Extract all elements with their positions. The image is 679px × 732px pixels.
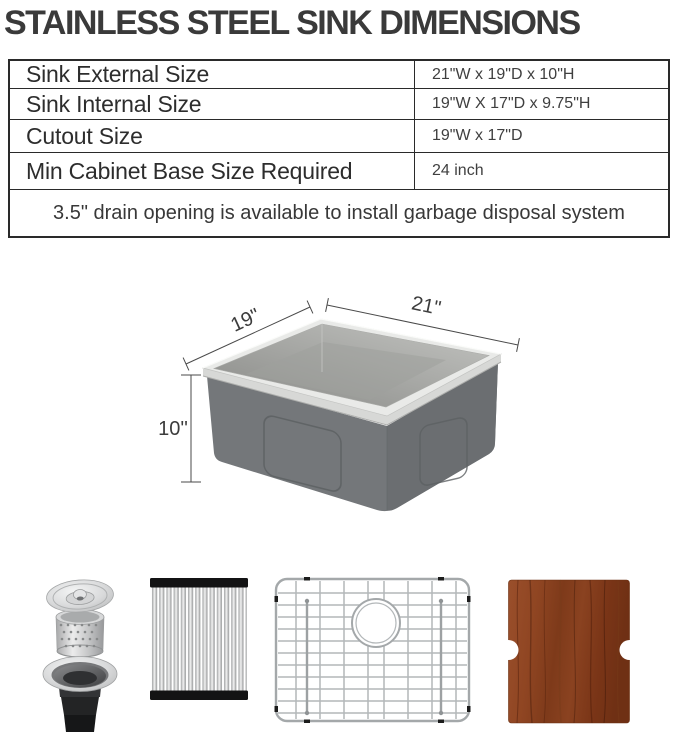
table-row — [10, 61, 668, 88]
note-row — [10, 189, 668, 236]
height-dimension-label: 10'' — [158, 418, 188, 440]
rack-bottom-cap — [150, 691, 248, 701]
board-right-notch — [620, 640, 640, 660]
roll-up-drying-rack — [150, 578, 248, 700]
drain-basket — [56, 610, 104, 658]
spec-table — [8, 59, 670, 238]
row-value: 24 inch — [414, 153, 668, 189]
row-value: 19"W X 17"D x 9.75"H — [414, 89, 668, 119]
row-value: 21"W x 19"D x 10"H — [414, 61, 668, 88]
rack-rods — [151, 587, 247, 691]
note-text: 3.5" drain opening is available to install garbage disposal system — [53, 201, 625, 224]
page-title: STAINLESS STEEL SINK DIMENSIONS — [4, 4, 580, 42]
drain-flange — [43, 657, 117, 692]
stainless-bottom-grid — [275, 577, 471, 723]
wooden-cutting-board — [499, 580, 640, 723]
row-label: Min Cabinet Base Size Required — [26, 157, 353, 184]
sink-diagram — [0, 250, 679, 565]
board-surface — [509, 580, 630, 723]
drain-tailpiece-upper — [61, 697, 99, 715]
row-label: Sink External Size — [26, 61, 210, 87]
row-label: Cutout Size — [26, 122, 143, 149]
accessories-row — [0, 565, 679, 732]
board-left-notch — [499, 640, 519, 660]
grid-drain-opening — [352, 599, 400, 647]
drain-lid — [45, 578, 114, 615]
drain-strainer-assembly — [43, 578, 117, 732]
table-row — [10, 88, 668, 119]
drain-tailpiece-lower — [64, 715, 96, 732]
row-value: 19"W x 17"D — [414, 120, 668, 152]
depth-dimension-label: 19" — [227, 304, 264, 337]
rack-top-cap — [150, 578, 248, 588]
row-label: Sink Internal Size — [26, 90, 202, 117]
table-row — [10, 119, 668, 152]
sink-illustration — [203, 319, 501, 511]
width-dimension-label: 21" — [409, 292, 443, 320]
table-row — [10, 152, 668, 189]
